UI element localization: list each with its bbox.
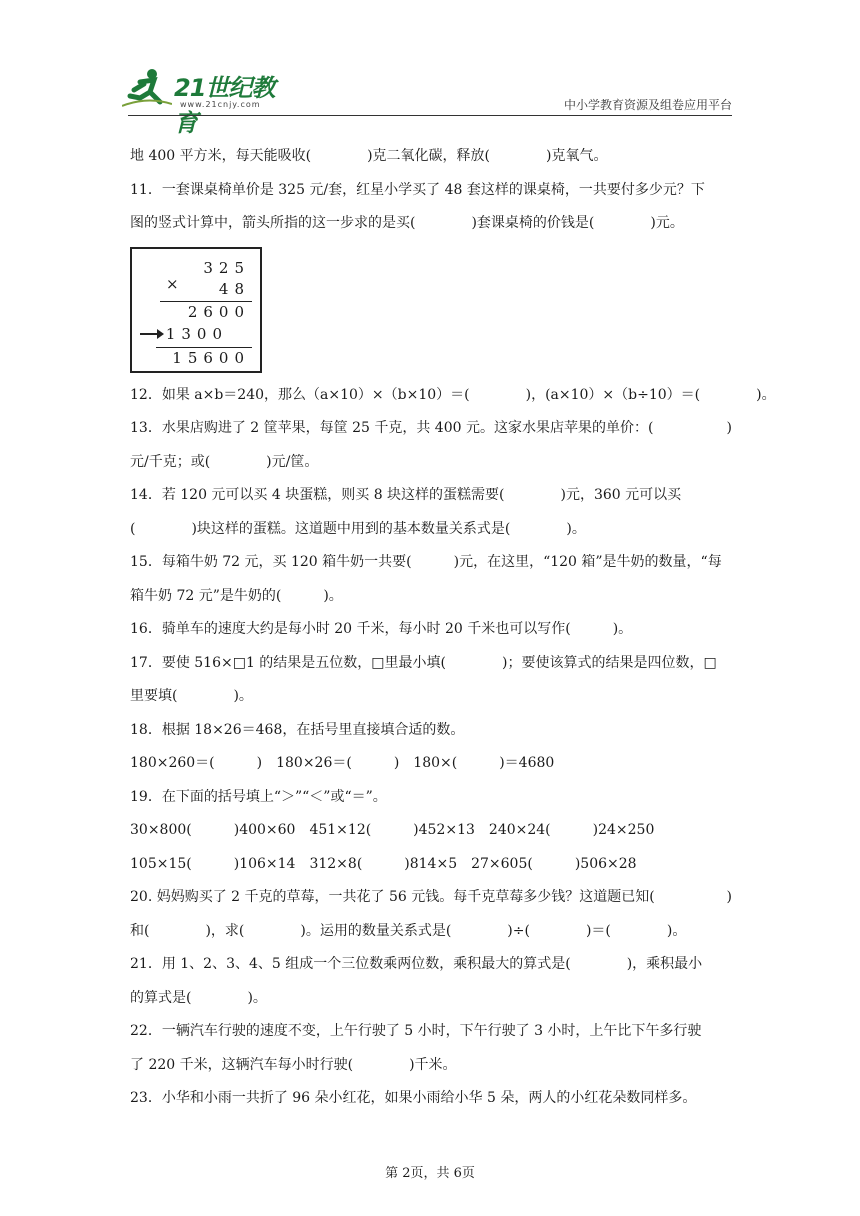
question-20-text: 20. 妈妈购买了 2 千克的草莓，一共花了 56 元钱。每千克草莓多少钱？这道题已知(	[130, 889, 655, 905]
logo-subtext: www.21cnjy.com	[180, 100, 261, 109]
question-17-line-1: 17．要使 516×□1 的结果是五位数，□里最小填( )；要使该算式的结果是四位数，□	[130, 654, 717, 671]
text-line: 地 400 平方米，每天能吸收( )克二氧化碳，释放( )克氧气。	[130, 148, 608, 164]
question-20-bracket: )	[726, 889, 732, 905]
calc-result: 15600	[172, 348, 250, 367]
question-12: 12．如果 a×b＝240，那么（a×10）×（b×10）＝( )，(a×10）×（b÷10）＝( )。	[130, 386, 776, 403]
question-13-line-1	[130, 412, 732, 446]
calc-multiplicand: 325	[203, 258, 250, 277]
page-number: 第 2页，共 6页	[385, 1166, 475, 1181]
question-20-line-2: 和( )，求( )。运用的数量关系式是( )÷( )＝( )。	[130, 922, 687, 939]
calc-partial-2: 1300	[165, 324, 228, 343]
question-13-text: 13．水果店购进了 2 筐苹果，每筐 25 千克，共 400 元。这家水果店苹果的单价：(	[130, 420, 654, 436]
calc-partial-1: 2600	[187, 302, 250, 321]
question-22-line-1: 22．一辆汽车行驶的速度不变，上午行驶了 5 小时，下午行驶了 3 小时，上午比下午多行驶	[130, 1023, 702, 1039]
question-21-line-1: 21．用 1、2、3、4、5 组成一个三位数乘两位数，乘积最大的算式是( )，乘积最小	[130, 956, 703, 972]
header-divider	[128, 115, 732, 116]
question-17-line-2: 里要填( )。	[130, 688, 253, 704]
question-23: 23．小华和小雨一共折了 96 朵小红花，如果小雨给小华 5 朵，两人的小红花朵数同样多。	[130, 1090, 697, 1106]
question-13-line-2: 元/千克；或( )元/筐。	[130, 453, 319, 470]
question-16: 16．骑单车的速度大约是每小时 20 千米，每小时 20 千米也可以写作( )。	[130, 621, 633, 637]
question-13-bracket: )	[726, 420, 732, 436]
question-11-line-2: 图的竖式计算中，箭头所指的这一步求的是买( )套课桌椅的价钱是( )元。	[130, 215, 684, 231]
question-11-line-1: 11．一套课桌椅单价是 325 元/套，红星小学买了 48 套这样的课桌椅，一共要付多少元？下	[130, 181, 705, 198]
question-19-row-2: 105×15( )106×14 312×8( )814×5 27×605( )506×28	[130, 855, 637, 872]
platform-name: 中小学教育资源及组卷应用平台	[563, 98, 732, 112]
logo	[122, 64, 292, 137]
question-18: 18．根据 18×26＝468，在括号里直接填合适的数。	[130, 721, 465, 738]
question-14-line-2: ( )块这样的蛋糕。这道题中用到的基本数量关系式是( )。	[130, 520, 586, 537]
question-19: 19．在下面的括号填上“＞”“＜”或“＝”。	[130, 788, 387, 805]
multiply-sign: ×	[166, 274, 179, 293]
calc-multiplier: 48	[218, 279, 250, 298]
page-header	[0, 0, 860, 137]
question-14-line-1: 14．若 120 元可以买 4 块蛋糕，则买 8 块这样的蛋糕需要( )元，360 元可以买	[130, 487, 682, 503]
runner-logo-icon	[122, 66, 172, 110]
question-19-row-1: 30×800( )400×60 451×12( )452×13 240×24( )24×250	[130, 822, 655, 838]
vertical-calculation	[130, 247, 262, 373]
question-15-line-1: 15．每箱牛奶 72 元，买 120 箱牛奶一共要( )元，在这里，“120 箱”是牛奶的数量，“每	[130, 554, 722, 570]
question-20-line-1	[130, 881, 732, 915]
question-18-items: 180×260＝( ) 180×26＝( ) 180×( )＝4680	[130, 755, 555, 771]
question-22-line-2: 了 220 千米，这辆汽车每小时行驶( )千米。	[130, 1056, 457, 1073]
question-21-line-2: 的算式是( )。	[130, 989, 267, 1006]
question-15-line-2: 箱牛奶 72 元”是牛奶的( )。	[130, 587, 343, 604]
question-content	[130, 140, 776, 1116]
logo-text: 21世纪教育	[174, 74, 275, 137]
